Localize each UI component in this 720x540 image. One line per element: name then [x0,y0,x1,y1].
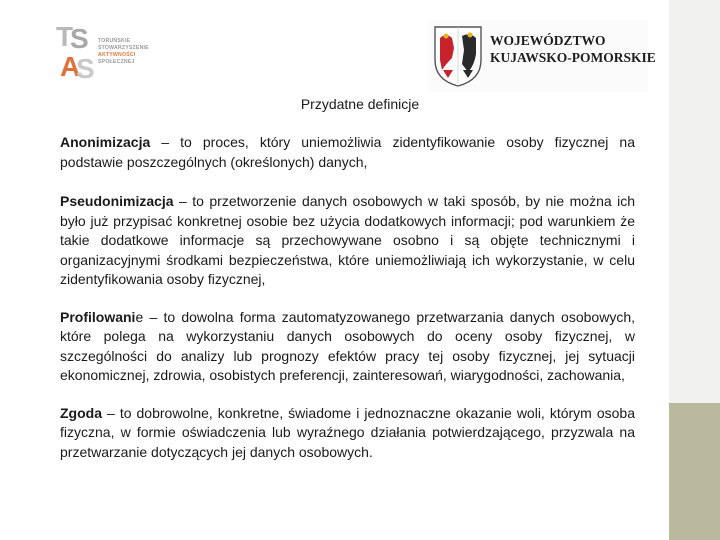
logo-line: AKTYWNOŚCI [98,52,136,58]
tsas-logo-text [98,38,149,66]
sidebar-panel [669,0,720,403]
definition-item [60,133,635,172]
definition-term: Zgoda [60,404,102,421]
definition-term: Pseudonimizacja [60,193,174,209]
logo-letter-s: S [70,24,89,54]
definitions-list [60,133,635,480]
page-title: Przydatne definicje [300,96,420,112]
definition-text: – to dobrowolne, konkretne, świadome i jednoznaczne okazanie woli, którym osoba fizyczna, w formie oświadczenia lub wyraźnego działania potwierdzającego, przyzwala na przetwarzanie dotyczących jej danych osobowych. [60,404,635,460]
definition-text: – to proces, który uniemożliwia zidentyfikowanie osoby fizycznej na podstawie poszczególnych (określonych) danych, [60,134,635,170]
definition-text: e – to dowolna forma zautomatyzowanego przetwarzania danych osobowych, które polega na wykorzystaniu danych osobowych do oceny osoby fizycznej, w szczególności do analizy lub prognozy efektów pracy tej osoby fizycznej, jej sytuacji ekonomicznej, zdrowia, osobistych preferencji, zainteresowań, wiarygodności, zachowania, [60,308,635,383]
definition-item [60,404,635,463]
definition-text: – to przetworzenie danych osobowych w taki sposób, by nie można ich było już przypisać konkretnej osobie bez użycia dodatkowych informacji; pod warunkiem że takie dodatkowe informacje są przechowywane osobno i są objęte technicznymi i organizacyjnymi środkami bezpieczeństwa, które uniemożliwiają ich wykorzystanie, w celu zidentyfikowania osoby fizycznej, [60,193,635,287]
logo-line: SPOŁECZNEJ [98,59,135,65]
definition-item [60,192,635,290]
logo-letter-a: A [60,51,81,82]
logo-letter-s2: S [76,53,95,84]
logo-line: TORUŃSKIE [98,38,131,44]
sidebar-accent-panel [669,403,720,540]
region-line-1: WOJEWÓDZTWO [490,33,606,48]
region-line-2: KUJAWSKO-POMORSKIE [490,50,656,65]
logo-letter-t: T [56,24,74,52]
definition-term: Profilowani [60,308,136,325]
region-logo [428,20,656,92]
logo-line: STOWARZYSZENIE [98,45,149,51]
coat-of-arms-icon [432,24,484,88]
region-name [490,32,656,66]
definition-term: Anonimizacja [60,134,151,150]
definition-item [60,308,635,386]
